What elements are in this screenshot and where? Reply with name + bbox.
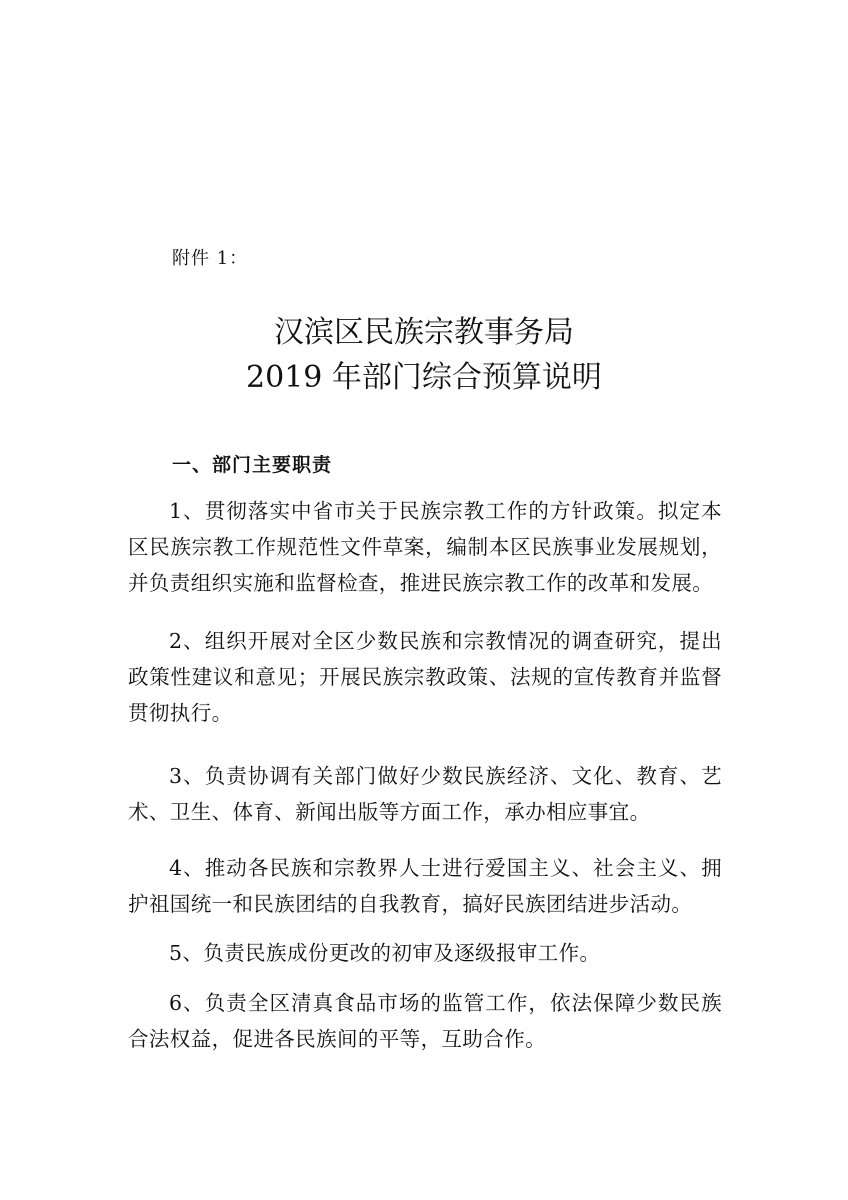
paragraph-5: 5、负责民族成份更改的初审及逐级报审工作。 xyxy=(169,941,601,965)
paragraph-2: 2、组织开展对全区少数民族和宗教情况的调查研究，提出政策性建议和意见；开展民族宗教政策、法规的宣传教育并监督贯彻执行。 xyxy=(128,629,722,725)
paragraph-4: 4、推动各民族和宗教界人士进行爱国主义、社会主义、拥护祖国统一和民族团结的自我教育，搞好民族团结进步活动。 xyxy=(128,856,722,916)
section-heading: 一、部门主要职责 xyxy=(172,454,333,476)
attachment-label: 附件 1： xyxy=(172,248,249,269)
document-title-line-1: 汉滨区民族宗教事务局 xyxy=(274,315,574,350)
document-title-line-2: 2019 年部门综合预算说明 xyxy=(246,360,602,395)
paragraph-3: 3、负责协调有关部门做好少数民族经济、文化、教育、艺术、卫生、体育、新闻出版等方面工作，承办相应事宜。 xyxy=(128,764,722,824)
paragraph-1: 1、贯彻落实中省市关于民族宗教工作的方针政策。拟定本区民族宗教工作规范性文件草案，编制本区民族事业发展规划，并负责组织实施和监督检查，推进民族宗教工作的改革和发展。 xyxy=(128,499,722,595)
paragraph-6: 6、负责全区清真食品市场的监管工作，依法保障少数民族合法权益，促进各民族间的平等，互助合作。 xyxy=(128,991,722,1051)
